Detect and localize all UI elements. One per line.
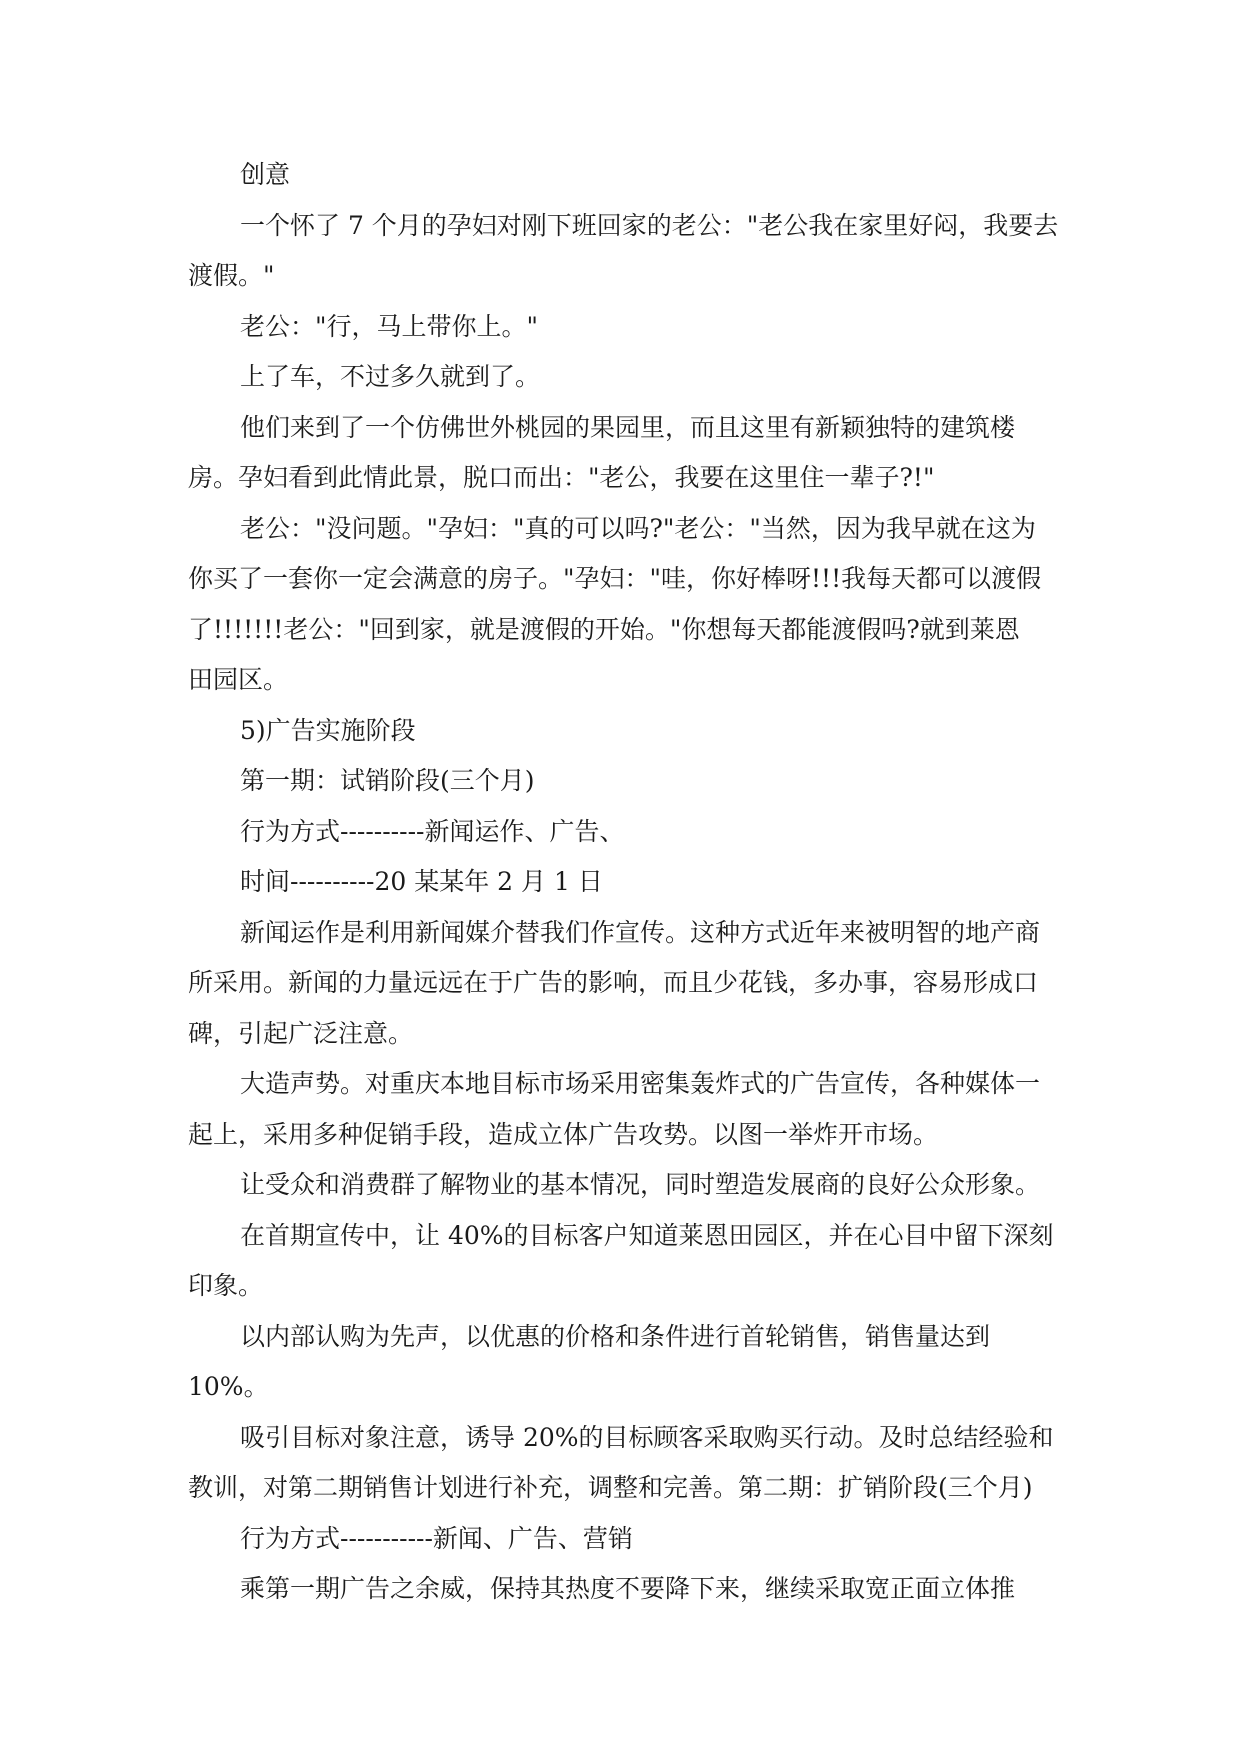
paragraph-line: 他们来到了一个仿佛世外桃园的果园里，而且这里有新颖独特的建筑楼 — [240, 412, 1016, 442]
section-heading: 5)广告实施阶段 — [240, 715, 416, 745]
paragraph-line: 在首期宣传中，让 40%的目标客户知道莱恩田园区，并在心目中留下深刻 — [240, 1220, 1054, 1250]
paragraph-line: 起上，采用多种促销手段，造成立体广告攻势。以图一举炸开市场。 — [188, 1119, 939, 1149]
paragraph-line: 时间----------20 某某年 2 月 1 日 — [240, 867, 603, 896]
paragraph-line: 了!!!!!!!老公："回到家，就是渡假的开始。"你想每天都能渡假吗?就到莱恩 — [188, 614, 1020, 644]
paragraph-line: 你买了一套你一定会满意的房子。"孕妇："哇，你好棒呀!!!我每天都可以渡假 — [188, 564, 1042, 593]
paragraph-line: 让受众和消费群了解物业的基本情况，同时塑造发展商的良好公众形象。 — [240, 1170, 1041, 1199]
paragraph-line: 老公："没问题。"孕妇："真的可以吗?"老公："当然，因为我早就在这为 — [240, 513, 1036, 543]
paragraph-line: 印象。 — [188, 1271, 264, 1300]
paragraph-line: 房。孕妇看到此情此景，脱口而出："老公，我要在这里住一辈子?!" — [188, 463, 935, 492]
paragraph-line: 新闻运作是利用新闻媒介替我们作宣传。这种方式近年来被明智的地产商 — [240, 917, 1041, 947]
paragraph-line: 田园区。 — [188, 665, 289, 694]
paragraph-line: 渡假。" — [188, 261, 275, 290]
paragraph-line: 大造声势。对重庆本地目标市场采用密集轰炸式的广告宣传，各种媒体一 — [240, 1069, 1041, 1098]
document-body — [188, 150, 1068, 1615]
paragraph-line: 教训，对第二期销售计划进行补充，调整和完善。第二期：扩销阶段(三个月) — [188, 1473, 1033, 1502]
paragraph-line: 行为方式----------新闻运作、广告、 — [240, 816, 625, 846]
paragraph-line: 以内部认购为先声，以优惠的价格和条件进行首轮销售，销售量达到 — [240, 1321, 991, 1351]
section-heading: 创意 — [240, 160, 291, 189]
paragraph-line: 吸引目标对象注意，诱导 20%的目标顾客采取购买行动。及时总结经验和 — [240, 1422, 1054, 1452]
paragraph-line: 上了车，不过多久就到了。 — [240, 362, 541, 391]
paragraph-line: 一个怀了 7 个月的孕妇对刚下班回家的老公："老公我在家里好闷，我要去 — [240, 210, 1059, 240]
paragraph-line: 老公："行，马上带你上。" — [240, 311, 538, 341]
paragraph-line: 乘第一期广告之余威，保持其热度不要降下来，继续采取宽正面立体推 — [240, 1574, 1016, 1603]
paragraph-line: 行为方式-----------新闻、广告、营销 — [240, 1523, 633, 1553]
paragraph-line: 第一期：试销阶段(三个月) — [240, 766, 535, 795]
paragraph-line: 碑，引起广泛注意。 — [188, 1018, 414, 1048]
paragraph-line: 10%。 — [188, 1372, 269, 1401]
paragraph-line: 所采用。新闻的力量远远在于广告的影响，而且少花钱，多办事，容易形成口 — [188, 968, 1039, 997]
